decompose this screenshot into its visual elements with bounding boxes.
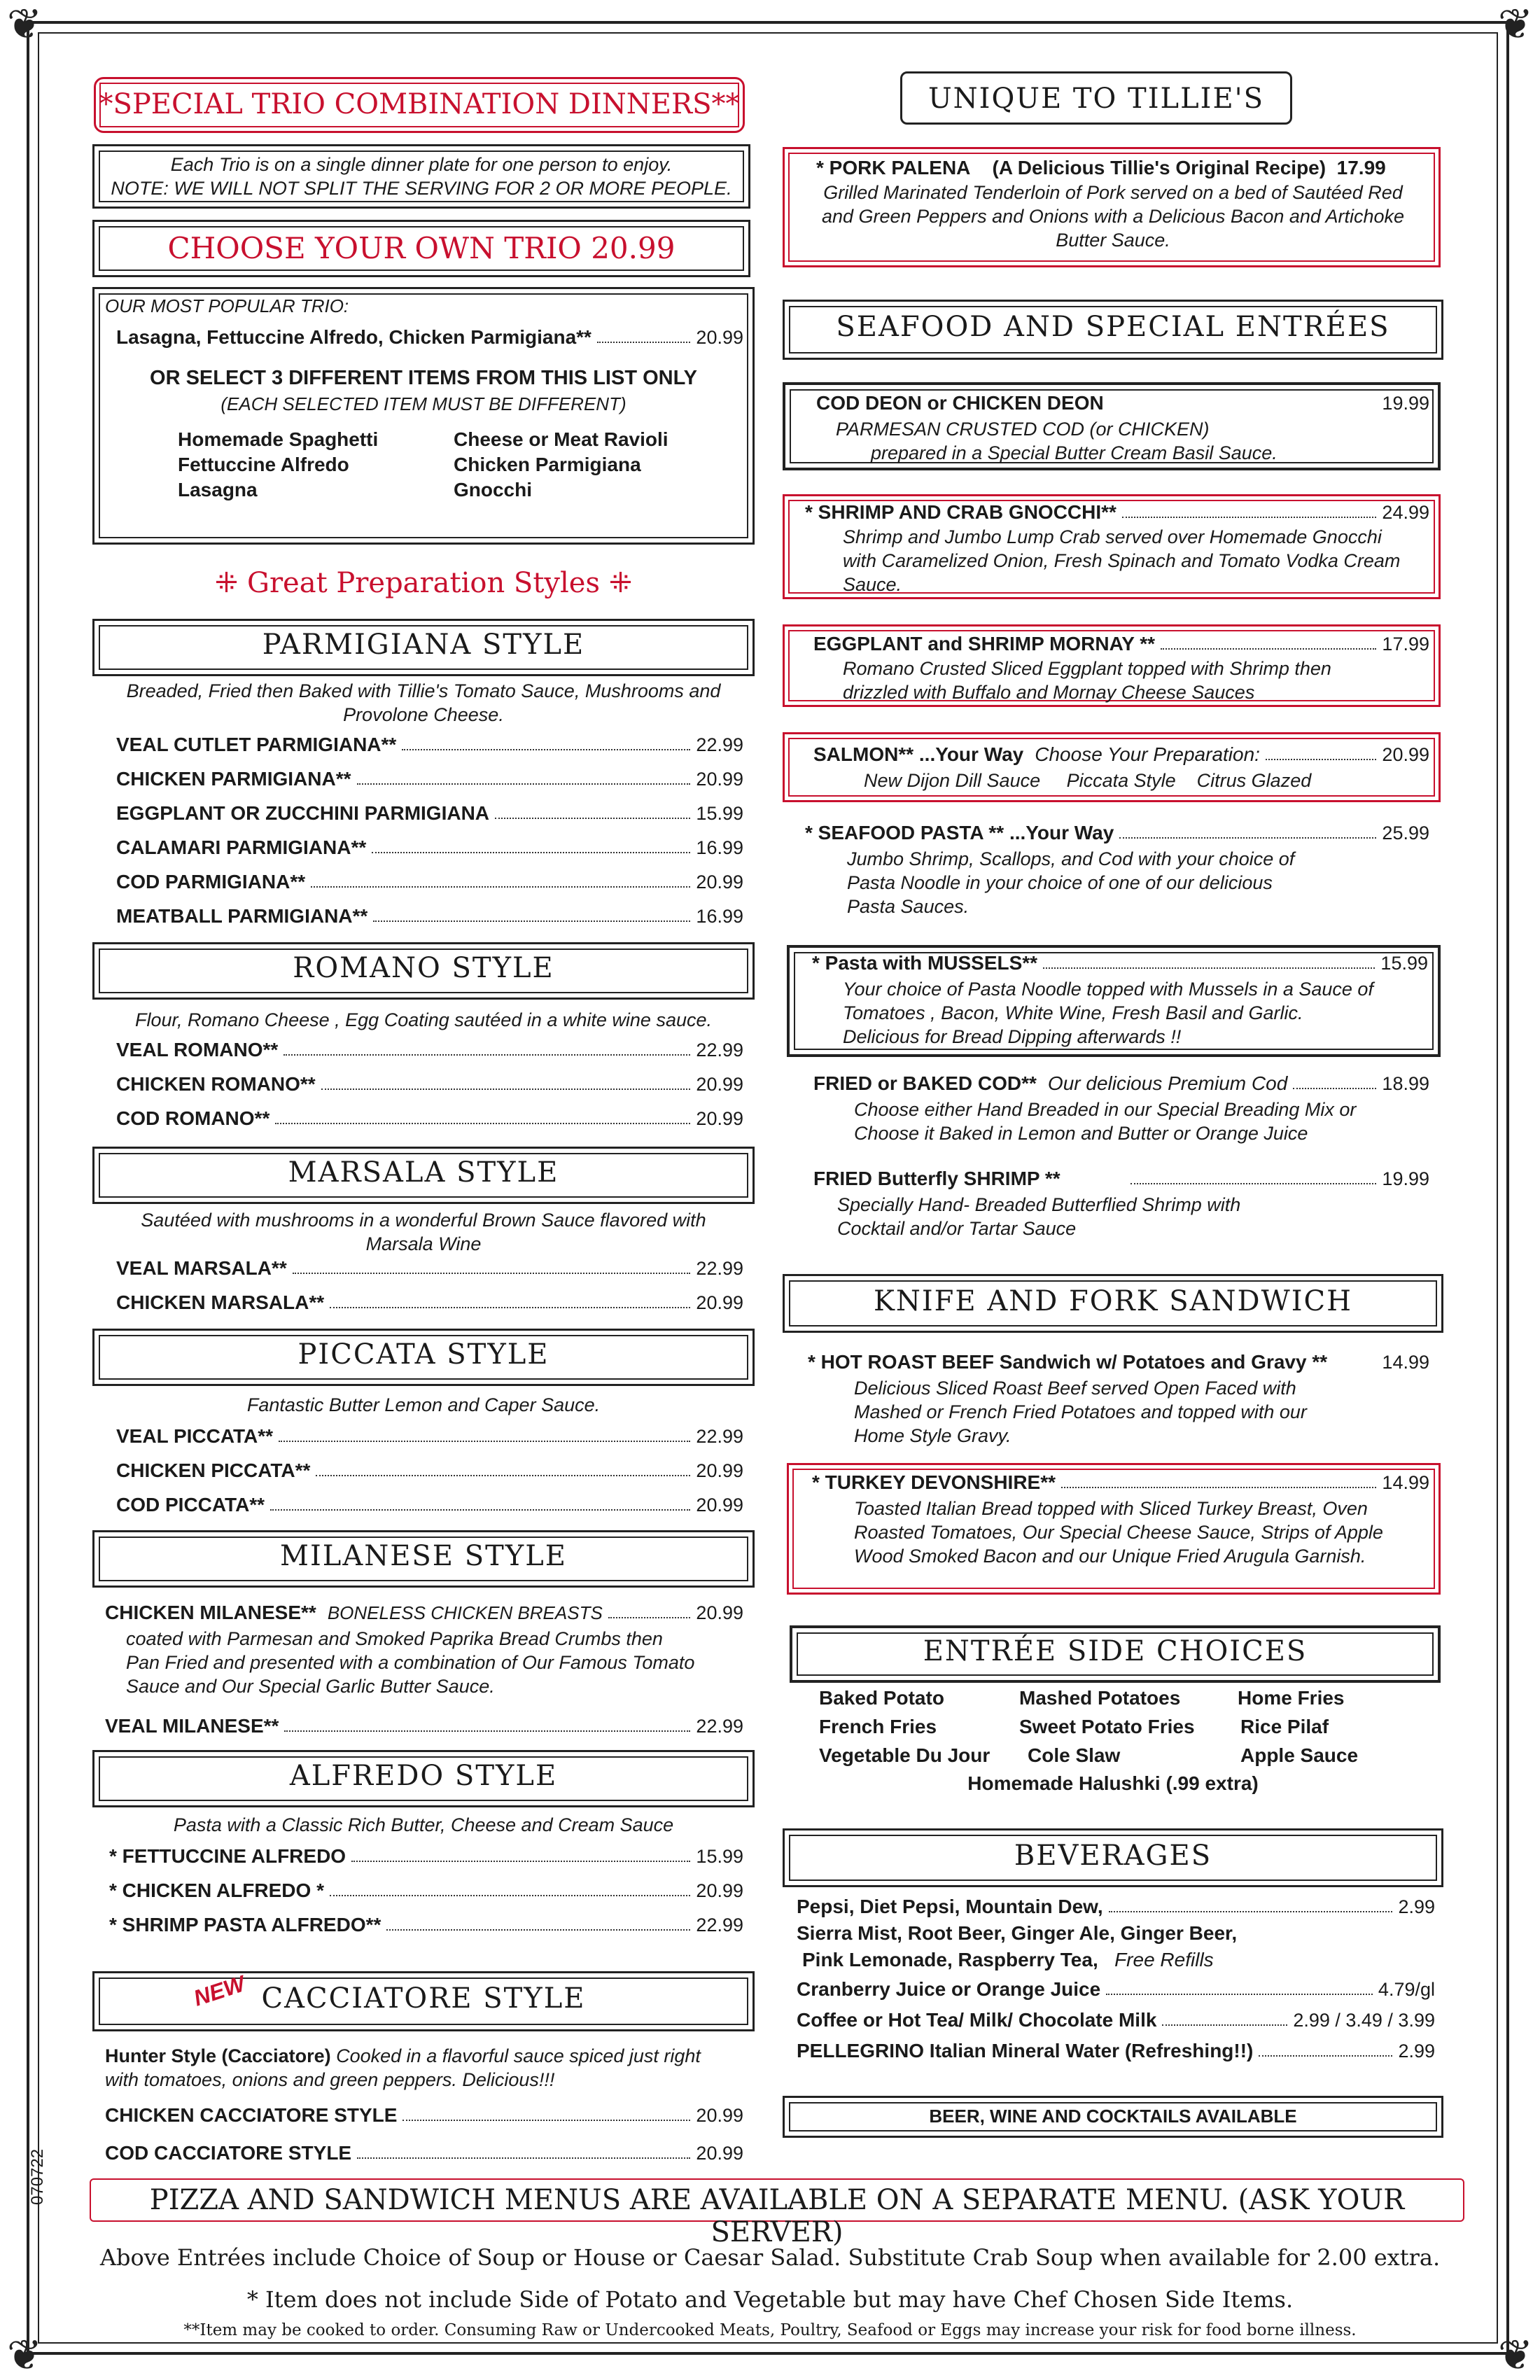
beer-wine-cocktails: BEER, WINE AND COCKTAILS AVAILABLE: [929, 2106, 1297, 2127]
item-name: CHICKEN ROMANO**: [116, 1073, 316, 1095]
seafood-pasta-desc: Jumbo Shrimp, Scallops, and Cod with your choice of Pasta Noodle in your choice of one of our delicious Pasta Sauces.: [847, 848, 1295, 917]
free-refills: Free Refills: [1114, 1949, 1214, 1970]
side-item: Mashed Potatoes: [1019, 1687, 1181, 1709]
item-price: 22.99: [696, 734, 743, 755]
item-name: * CHICKEN ALFREDO *: [109, 1879, 324, 1901]
popular-trio-row: [116, 326, 743, 349]
side-item: Apple Sauce: [1240, 1744, 1359, 1766]
item-name: VEAL ROMANO**: [116, 1039, 279, 1060]
romano-title: ROMANO STYLE: [293, 952, 554, 984]
menu-row: [109, 1845, 743, 1868]
menu-row: [808, 1351, 1429, 1373]
item-name: * TURKEY DEVONSHIRE**: [812, 1471, 1056, 1493]
menu-row: [116, 1039, 743, 1061]
menu-row: [105, 1715, 743, 1737]
cacciatore-title: CACCIATORE STYLE: [261, 1982, 586, 2015]
item-price: 15.99: [1380, 953, 1428, 974]
item-name: VEAL CUTLET PARMIGIANA**: [116, 734, 397, 755]
popular-trio-label: OUR MOST POPULAR TRIO:: [105, 295, 349, 316]
menu-row: [116, 1425, 743, 1448]
corner-ornament-icon: ❦: [6, 0, 43, 49]
item-name: * PORK PALENA: [816, 157, 971, 178]
item-name: CHICKEN PICCATA**: [116, 1460, 311, 1481]
menu-row: [109, 1879, 743, 1902]
item-name: Coffee or Hot Tea/ Milk/ Chocolate Milk: [797, 2009, 1157, 2031]
food-warning: **Item may be cooked to order. Consuming Raw or Undercooked Meats, Poultry, Seafood or Eggs may increase your risk for food borne illness.: [183, 2321, 1357, 2339]
marsala-title: MARSALA STYLE: [288, 1156, 559, 1189]
item-price: 24.99: [1382, 502, 1429, 523]
new-badge: NEW: [190, 1970, 248, 2011]
item-price: 19.99: [1382, 393, 1429, 414]
item-note: * Item does not include Side of Potato and Vegetable but may have Chef Chosen Side Items.: [246, 2286, 1294, 2313]
item-name: CHICKEN CACCIATORE STYLE: [105, 2104, 398, 2126]
item-price: 22.99: [696, 1716, 743, 1737]
item-name: COD CACCIATORE STYLE: [105, 2142, 352, 2164]
salmon-desc: New Dijon Dill Sauce Piccata Style Citrus Glazed: [864, 770, 1312, 791]
item-price: 17.99: [1382, 634, 1429, 654]
bev-line-3: [802, 1949, 1214, 1971]
item-price: 22.99: [696, 1258, 743, 1279]
item-note: BONELESS CHICKEN BREASTS: [327, 1602, 603, 1623]
item-name: * Pasta with MUSSELS**: [812, 952, 1038, 974]
item-name: * FETTUCCINE ALFREDO: [109, 1845, 346, 1867]
cacciatore-intro-desc: Cooked in a flavorful sauce spiced just right with tomatoes, onions and green peppers. Delicious!!!: [105, 2045, 701, 2090]
side-item: Rice Pilaf: [1240, 1716, 1329, 1737]
menu-row: [116, 871, 743, 893]
item-price: 14.99: [1382, 1352, 1429, 1373]
sandwich-title: KNIFE AND FORK SANDWICH: [873, 1285, 1353, 1317]
flourish-icon: ⁜: [214, 567, 239, 599]
item-price: 22.99: [696, 1426, 743, 1447]
menu-row: [812, 1471, 1429, 1494]
piccata-desc: Fantastic Butter Lemon and Caper Sauce.: [246, 1394, 601, 1415]
gnocchi-desc: Shrimp and Jumbo Lump Crab served over Homemade Gnocchi with Caramelized Onion, Fresh Spinach and Tomato Vodka Cream Sauce.: [843, 526, 1401, 595]
piccata-title: PICCATA STYLE: [298, 1338, 550, 1371]
bev-line-3-text: Pink Lemonade, Raspberry Tea,: [802, 1949, 1098, 1970]
shrimp-desc: Specially Hand- Breaded Butterflied Shrimp with Cocktail and/or Tartar Sauce: [837, 1194, 1241, 1239]
milanese-title: MILANESE STYLE: [280, 1540, 567, 1572]
cacciatore-intro: [105, 2044, 721, 2092]
beverages-title: BEVERAGES: [1014, 1840, 1212, 1872]
item-name: CALAMARI PARMIGIANA**: [116, 836, 367, 858]
trio-option: Cheese or Meat Ravioli: [454, 428, 668, 450]
menu-row: [105, 2142, 743, 2164]
item-name: COD DEON or CHICKEN DEON: [816, 392, 1104, 414]
item-price: 15.99: [696, 1846, 743, 1867]
menu-row: [812, 952, 1428, 974]
item-price: 20.99: [696, 1602, 743, 1623]
item-price: 20.99: [1382, 744, 1429, 765]
side-extra: Homemade Halushki (.99 extra): [967, 1772, 1259, 1794]
item-price: 22.99: [696, 1914, 743, 1935]
select-note: (EACH SELECTED ITEM MUST BE DIFFERENT): [220, 393, 626, 414]
menu-code: 070722: [28, 2148, 47, 2205]
item-name: CHICKEN PARMIGIANA**: [116, 768, 351, 790]
item-price: 20.99: [696, 1074, 743, 1095]
item-name: FRIED Butterfly SHRIMP **: [813, 1168, 1060, 1189]
item-price: 16.99: [696, 837, 743, 858]
menu-row: [116, 802, 743, 825]
alfredo-title: ALFREDO STYLE: [289, 1760, 558, 1792]
item-name: COD ROMANO**: [116, 1107, 270, 1129]
item-name: MEATBALL PARMIGIANA**: [116, 905, 368, 927]
menu-row: [116, 768, 743, 790]
romano-desc: Flour, Romano Cheese , Egg Coating sautéed in a white wine sauce.: [135, 1009, 712, 1030]
item-price: 20.99: [696, 2105, 743, 2126]
menu-row: [813, 633, 1429, 655]
cacciatore-intro-title: Hunter Style (Cacciatore): [105, 2045, 331, 2066]
select-label: OR SELECT 3 DIFFERENT ITEMS FROM THIS LIST ONLY: [150, 367, 697, 389]
item-price: 20.99: [696, 2143, 743, 2164]
side-item: Home Fries: [1238, 1687, 1345, 1709]
menu-row: [797, 1896, 1435, 1918]
popular-trio-items: Lasagna, Fettuccine Alfredo, Chicken Parmigiana**: [116, 326, 592, 348]
side-item: Sweet Potato Fries: [1019, 1716, 1195, 1737]
menu-row: [116, 905, 743, 927]
item-price: 20.99: [696, 1292, 743, 1313]
menu-row: [797, 2040, 1435, 2062]
choose-trio-price: CHOOSE YOUR OWN TRIO 20.99: [167, 231, 676, 265]
mussels-desc: Your choice of Pasta Noodle topped with Mussels in a Sauce of Tomatoes , Bacon, White Wine, Fresh Basil and Garlic. Delicious for Bread Dipping afterwards !!: [843, 979, 1373, 1047]
item-name: EGGPLANT and SHRIMP MORNAY **: [813, 633, 1156, 654]
cod-deon-desc-2: prepared in a Special Butter Cream Basil Sauce.: [871, 442, 1278, 463]
item-name: PELLEGRINO Italian Mineral Water (Refreshing!!): [797, 2040, 1254, 2062]
item-price: 19.99: [1382, 1168, 1429, 1189]
menu-row: [813, 1168, 1429, 1190]
item-price: 2.99 / 3.49 / 3.99: [1293, 2010, 1435, 2031]
item-price: 16.99: [696, 906, 743, 927]
menu-row: [109, 1914, 743, 1936]
trio-note-2: NOTE: WE WILL NOT SPLIT THE SERVING FOR 2 OR MORE PEOPLE.: [111, 178, 732, 199]
item-name: COD PARMIGIANA**: [116, 871, 306, 892]
corner-ornament-icon: ❦: [1497, 0, 1534, 49]
item-name: VEAL PICCATA**: [116, 1425, 274, 1447]
item-name: CHICKEN MILANESE**: [105, 1602, 316, 1623]
item-price: 22.99: [696, 1040, 743, 1060]
menu-row: [797, 2009, 1435, 2031]
menu-row: [813, 1072, 1429, 1095]
cod-desc: Choose either Hand Breaded in our Special Breading Mix or Choose it Baked in Lemon and Butter or Orange Juice: [854, 1099, 1357, 1144]
corner-ornament-icon: ❦: [1497, 2331, 1534, 2380]
item-name: FRIED or BAKED COD**: [813, 1072, 1037, 1094]
menu-row: [116, 1107, 743, 1130]
item-price: 14.99: [1382, 1472, 1429, 1493]
item-name: * HOT ROAST BEEF Sandwich w/ Potatoes and Gravy **: [808, 1351, 1328, 1373]
menu-row: [816, 392, 1429, 414]
trio-note-1: Each Trio is on a single dinner plate for one person to enjoy.: [170, 154, 673, 175]
sides-title: ENTRÉE SIDE CHOICES: [923, 1635, 1308, 1667]
pork-palena-row: [816, 157, 1386, 179]
item-name: Cranberry Juice or Orange Juice: [797, 1978, 1101, 2000]
menu-row: [116, 1292, 743, 1314]
alfredo-desc: Pasta with a Classic Rich Butter, Cheese and Cream Sauce: [173, 1814, 674, 1835]
bev-line-2: Sierra Mist, Root Beer, Ginger Ale, Ginger Beer,: [797, 1922, 1238, 1944]
menu-row: [116, 734, 743, 756]
side-item: Vegetable Du Jour: [819, 1744, 990, 1766]
menu-row: [116, 1460, 743, 1482]
item-price: 15.99: [696, 803, 743, 824]
side-item: French Fries: [819, 1716, 937, 1737]
item-note: Our delicious Premium Cod: [1047, 1072, 1288, 1094]
item-price: 20.99: [696, 1880, 743, 1901]
item-name: VEAL MARSALA**: [116, 1257, 287, 1279]
menu-row: [105, 1602, 743, 1624]
parmigiana-desc: Breaded, Fried then Baked with Tillie's Tomato Sauce, Mushrooms and Provolone Cheese.: [126, 680, 721, 725]
item-subtitle: (A Delicious Tillie's Original Recipe): [992, 157, 1326, 178]
item-price: 25.99: [1382, 822, 1429, 844]
item-price: 4.79/gl: [1378, 1979, 1435, 2000]
side-item: Cole Slaw: [1028, 1744, 1121, 1766]
flourish-icon: ⁜: [608, 567, 633, 599]
item-name: VEAL MILANESE**: [105, 1715, 279, 1737]
menu-row: [805, 501, 1429, 524]
item-price: 2.99: [1398, 2040, 1435, 2062]
pizza-note: PIZZA AND SANDWICH MENUS ARE AVAILABLE ON A SEPARATE MENU. (ASK YOUR SERVER): [149, 2184, 1405, 2248]
item-name: COD PICCATA**: [116, 1494, 265, 1516]
marsala-desc: Sautéed with mushrooms in a wonderful Brown Sauce flavored with Marsala Wine: [141, 1210, 706, 1254]
trio-option: Lasagna: [178, 479, 258, 500]
item-name: * SHRIMP AND CRAB GNOCCHI**: [805, 501, 1116, 523]
item-price: 20.99: [696, 769, 743, 790]
unique-title: UNIQUE TO TILLIE'S: [927, 83, 1265, 115]
side-item: Baked Potato: [819, 1687, 944, 1709]
menu-row: [797, 1978, 1435, 2001]
item-price: 20.99: [696, 1108, 743, 1129]
seafood-title: SEAFOOD AND SPECIAL ENTRÉES: [836, 311, 1390, 343]
item-note: Choose Your Preparation:: [1035, 743, 1260, 765]
styles-header: [92, 567, 755, 599]
item-name: CHICKEN MARSALA**: [116, 1292, 325, 1313]
trio-option: Homemade Spaghetti: [178, 428, 379, 450]
item-name: * SHRIMP PASTA ALFREDO**: [109, 1914, 382, 1935]
milanese-desc: coated with Parmesan and Smoked Paprika Bread Crumbs then Pan Fried and presented with a combination of Our Famous Tomato Sauce and Our Special Garlic Butter Sauce.: [126, 1628, 695, 1697]
item-price: 20.99: [696, 1460, 743, 1481]
item-name: SALMON** ...Your Way: [813, 743, 1024, 765]
cod-deon-desc-1: PARMESAN CRUSTED COD (or CHICKEN): [836, 419, 1210, 440]
turkey-desc: Toasted Italian Bread topped with Sliced Turkey Breast, Oven Roasted Tomatoes, Our Special Cheese Sauce, Strips of Apple Wood Smoked Bacon and our Unique Fried Arugula Garnish.: [854, 1498, 1383, 1567]
trio-option: Gnocchi: [454, 479, 533, 500]
eggplant-desc: Romano Crusted Sliced Eggplant topped with Shrimp then drizzled with Buffalo and Mornay Cheese Sauces: [843, 658, 1331, 703]
trio-title: *SPECIAL TRIO COMBINATION DINNERS**: [99, 88, 740, 120]
menu-row: [805, 822, 1429, 844]
menu-row: [116, 836, 743, 859]
parmigiana-title: PARMIGIANA STYLE: [262, 629, 585, 661]
soup-note: Above Entrées include Choice of Soup or House or Caesar Salad. Substitute Crab Soup when available for 2.00 extra.: [99, 2244, 1441, 2271]
menu-row: [105, 2104, 743, 2127]
item-price: 20.99: [696, 872, 743, 892]
menu-row: [116, 1494, 743, 1516]
pork-palena-desc: Grilled Marinated Tenderloin of Pork served on a bed of Sautéed Red and Green Peppers and Onions with a Delicious Bacon and Artichoke Butter Sauce.: [822, 182, 1404, 251]
item-price: 17.99: [1336, 157, 1386, 178]
item-price: 20.99: [696, 1494, 743, 1516]
item-name: Pepsi, Diet Pepsi, Mountain Dew,: [797, 1896, 1103, 1917]
item-name: * SEAFOOD PASTA ** ...Your Way: [805, 822, 1114, 844]
item-price: 18.99: [1382, 1073, 1429, 1094]
item-name: EGGPLANT OR ZUCCHINI PARMIGIANA: [116, 802, 490, 824]
corner-ornament-icon: ❦: [6, 2331, 43, 2380]
menu-row: [116, 1073, 743, 1096]
beef-desc: Delicious Sliced Roast Beef served Open Faced with Mashed or French Fried Potatoes and topped with our Home Style Gravy.: [854, 1378, 1307, 1446]
menu-row: [116, 1257, 743, 1280]
trio-option: Chicken Parmigiana: [454, 454, 641, 475]
popular-trio-price: 20.99: [696, 327, 743, 348]
trio-option: Fettuccine Alfredo: [178, 454, 349, 475]
styles-header-text: Great Preparation Styles: [246, 567, 600, 599]
item-price: 2.99: [1398, 1896, 1435, 1917]
menu-row: [813, 743, 1429, 766]
